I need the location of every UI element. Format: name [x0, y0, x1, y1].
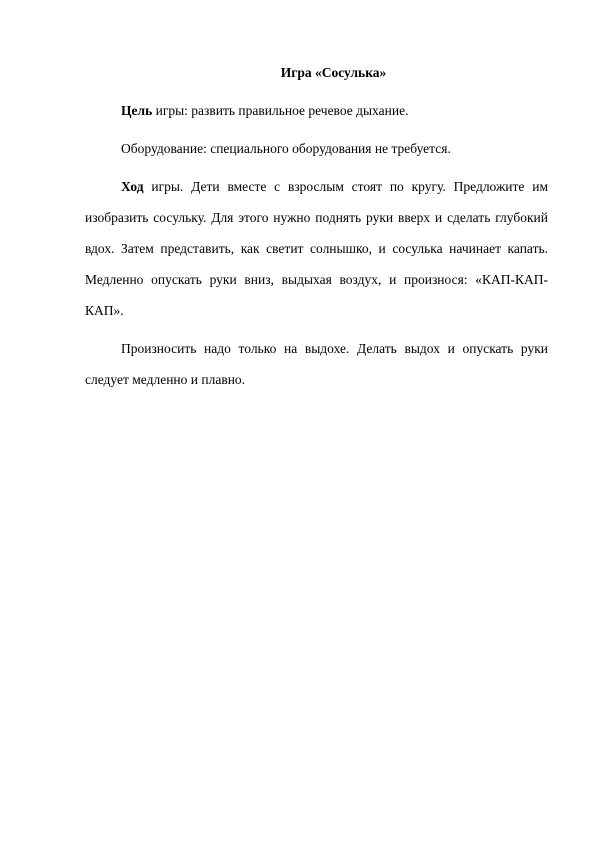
page-title: Игра «Сосулька» — [280, 65, 387, 80]
procedure-text: игры. Дети вместе с взрослым стоят по кругу. Предложите им изобразить сосульку. Для этого нужно поднять руки вверх и сделать глубокий вдох. Затем представить, как светит солнышко, и сосулька начинает капать. Медленно опускать руки вниз, выдыхая воздух, и произнося: «КАП-КАП-КАП». — [85, 179, 548, 318]
note-paragraph: Произносить надо только на выдохе. Делать выдох и опускать руки следует медленно и плавно. — [85, 341, 548, 387]
goal-paragraph — [85, 95, 548, 126]
goal-label: Цель — [121, 103, 153, 118]
document-body — [85, 57, 548, 402]
goal-text: игры: развить правильное речевое дыхание. — [152, 103, 409, 118]
procedure-paragraph — [85, 171, 548, 326]
equipment-paragraph: Оборудование: специального оборудования не требуется. — [121, 141, 451, 156]
procedure-label: Ход — [121, 179, 144, 194]
